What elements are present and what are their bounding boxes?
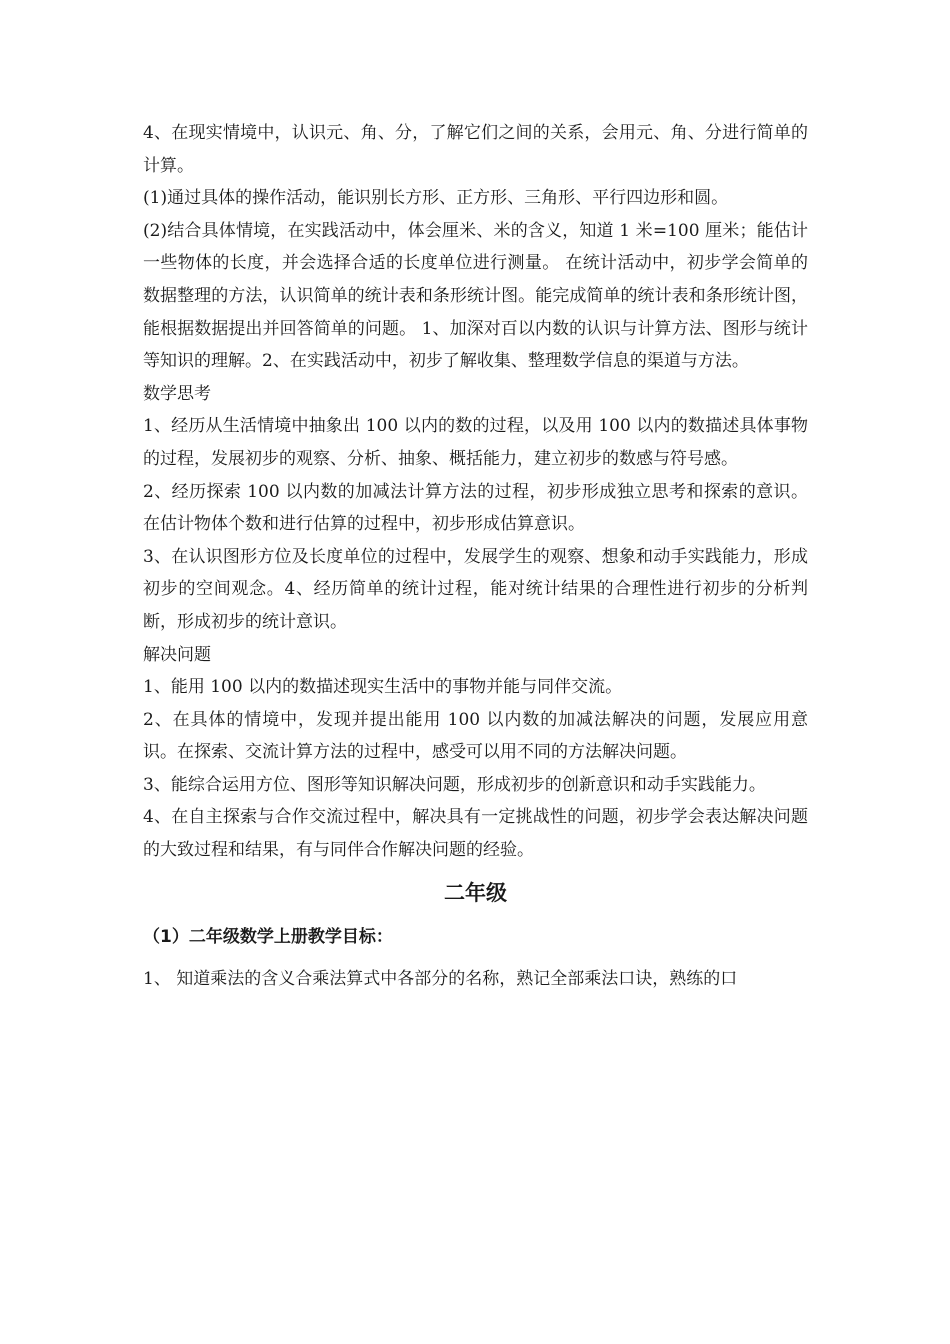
problem-solving-item-4: 4、在自主探索与合作交流过程中，解决具有一定挑战性的问题，初步学会表达解决问题的大致过程和结果，有与同伴合作解决问题的经验。 (143, 807, 808, 861)
math-thinking-item-3: 3、在认识图形方位及长度单位的过程中，发展学生的观察、想象和动手实践能力，形成初步的空间观念。4、经历简单的统计过程，能对统计结果的合理性进行初步的分析判断，形成初步的统计意识。 (143, 546, 808, 632)
paragraph-length-statistics: (2)结合具体情境，在实践活动中，体会厘米、米的含义，知道 1 米=100 厘米；能估计一些物体的长度，并会选择合适的长度单位进行测量。 在统计活动中，初步学会简单的数据整理的方法，认识简单的统计表和条形统计图。能完成简单的统计表和条形统计图，能根据数据提出并回答简单的问题。 1、加深对百以内数的认识与计算方法、图形与统计等知识的理解。2、在实践活动中，初步了解收集、整理数学信息的渠道与方法。 (143, 220, 808, 372)
document-page (143, 117, 808, 995)
paragraph-money: 4、在现实情境中，认识元、角、分，了解它们之间的关系，会用元、角、分进行简单的计算。 (143, 123, 808, 176)
paragraph-shapes: (1)通过具体的操作活动，能识别长方形、正方形、三角形、平行四边形和圆。 (143, 188, 729, 209)
objective-item-1: 1、 知道乘法的含义合乘法算式中各部分的名称，熟记全部乘法口诀，熟练的口 (143, 968, 738, 989)
math-thinking-item-1: 1、经历从生活情境中抽象出 100 以内的数的过程，以及用 100 以内的数描述具体事物的过程，发展初步的观察、分析、抽象、概括能力，建立初步的数感与符号感。 (143, 416, 808, 469)
problem-solving-item-1: 1、能用 100 以内的数描述现实生活中的事物并能与同伴交流。 (143, 677, 623, 698)
math-thinking-item-2: 2、经历探索 100 以内数的加减法计算方法的过程，初步形成独立思考和探索的意识。在估计物体个数和进行估算的过程中，初步形成估算意识。 (143, 481, 808, 535)
problem-solving-item-2: 2、在具体的情境中，发现并提出能用 100 以内数的加减法解决的问题，发展应用意识。在探索、交流计算方法的过程中，感受可以用不同的方法解决问题。 (143, 709, 808, 763)
section-heading: （1）二年级数学上册教学目标： (143, 926, 393, 947)
problem-solving-item-3: 3、能综合运用方位、图形等知识解决问题，形成初步的创新意识和动手实践能力。 (143, 774, 766, 795)
grade-title: 二年级 (444, 880, 507, 905)
heading-problem-solving: 解决问题 (143, 644, 211, 665)
heading-math-thinking: 数学思考 (143, 383, 211, 404)
